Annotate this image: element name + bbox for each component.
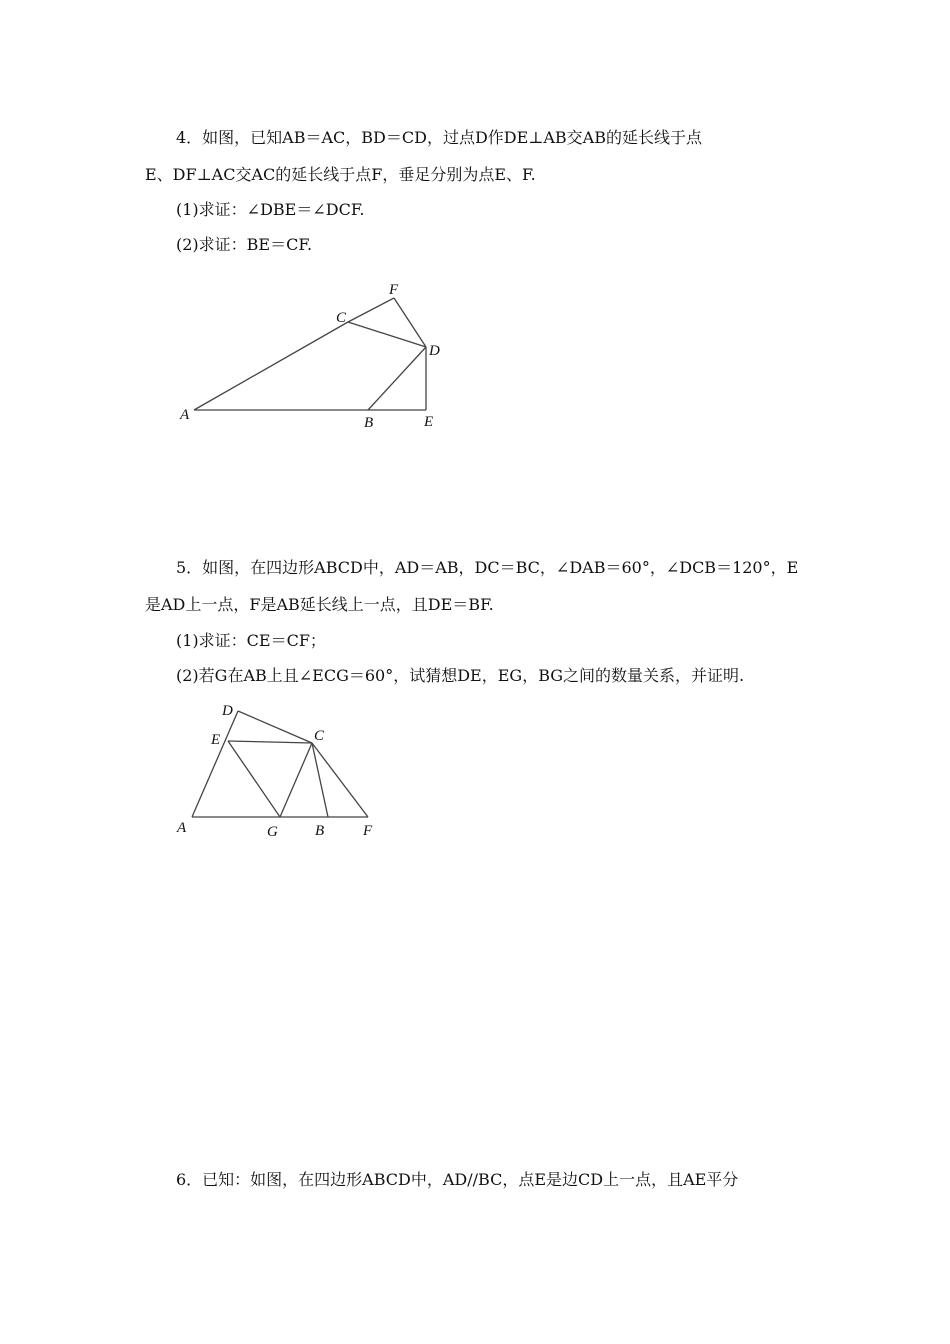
- label-F: F: [363, 823, 373, 839]
- label-B: B: [315, 823, 325, 839]
- label-A: A: [177, 820, 187, 836]
- problem-5-line-2: 是AD上一点，F是AB延长线上一点，且DE＝BF.: [145, 595, 494, 614]
- problem-5-figure: [170, 695, 390, 845]
- label-B: B: [364, 415, 374, 431]
- label-D: D: [429, 343, 440, 359]
- label-A: A: [180, 407, 190, 423]
- problem-5-part-2: (2)若G在AB上且∠ECG＝60°，试猜想DE，EG，BG之间的数量关系，并证明.: [176, 666, 745, 685]
- problem-4-line-2: E、DF⊥AC交AC的延长线于点F，垂足分别为点E、F.: [145, 165, 536, 184]
- problem-6-line-1: 6．已知：如图，在四边形ABCD中，AD//BC，点E是边CD上一点，且AE平分: [176, 1170, 739, 1189]
- problem-5-line-1: 5．如图，在四边形ABCD中，AD＝AB，DC＝BC，∠DAB＝60°，∠DCB＝120°，E: [176, 558, 799, 577]
- problem-4-figure: [170, 275, 460, 435]
- problem-5-part-1: (1)求证：CE＝CF；: [176, 631, 326, 650]
- label-E: E: [424, 414, 434, 430]
- label-G: G: [267, 824, 278, 840]
- label-E: E: [211, 732, 221, 748]
- problem-5-figure-lines: [192, 711, 368, 817]
- label-D: D: [222, 703, 233, 719]
- problem-4-part-1: (1)求证：∠DBE＝∠DCF.: [176, 200, 365, 219]
- label-C: C: [314, 728, 325, 744]
- label-C: C: [336, 310, 347, 326]
- problem-4-line-1: 4．如图，已知AB＝AC，BD＝CD，过点D作DE⊥AB交AB的延长线于点: [176, 128, 702, 147]
- problem-4-figure-lines: [194, 298, 426, 410]
- problem-4-part-2: (2)求证：BE＝CF.: [176, 235, 313, 254]
- label-F: F: [389, 282, 399, 298]
